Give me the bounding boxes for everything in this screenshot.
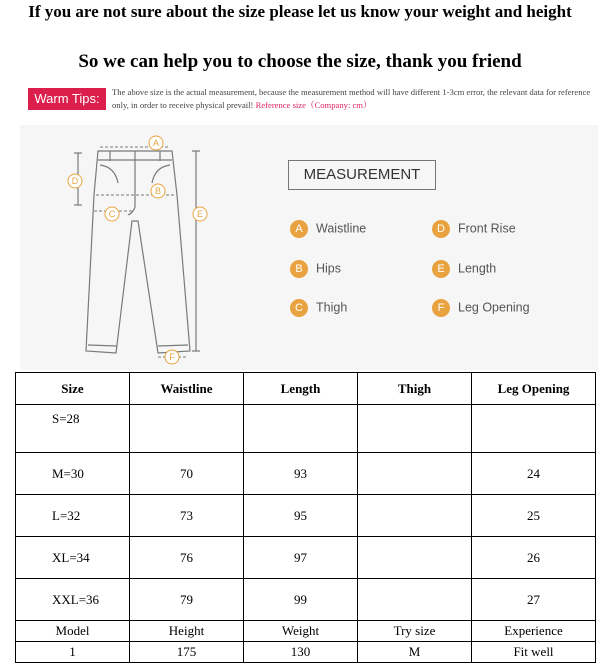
cell-length: [244, 405, 358, 453]
table-header-row: [16, 373, 596, 405]
header-model: Model: [16, 621, 130, 642]
marker-c: [105, 207, 119, 221]
cell-waistline: 76: [130, 537, 244, 579]
cell-length: 99: [244, 579, 358, 621]
cell-thigh: [358, 495, 472, 537]
letter-e-icon: E: [432, 260, 450, 278]
table-row: [16, 405, 596, 453]
cell-leg-opening: 24: [472, 453, 596, 495]
measurement-illustration: [20, 125, 598, 370]
cell-height: 175: [130, 642, 244, 663]
cell-thigh: [358, 453, 472, 495]
legend-item-front-rise: [432, 218, 516, 238]
table-row: [16, 579, 596, 621]
cell-length: 97: [244, 537, 358, 579]
cell-length: 95: [244, 495, 358, 537]
cell-waistline: 70: [130, 453, 244, 495]
cell-length: 93: [244, 453, 358, 495]
cell-model: 1: [16, 642, 130, 663]
headline-size-help: If you are not sure about the size please let us know your weight and height: [28, 2, 572, 21]
model-row: [16, 642, 596, 663]
letter-b-icon: B: [290, 260, 308, 278]
letter-f-icon: F: [432, 299, 450, 317]
letter-d-icon: D: [432, 220, 450, 238]
cell-waistline: 73: [130, 495, 244, 537]
cell-leg-opening: 25: [472, 495, 596, 537]
legend-item-waistline: [290, 218, 366, 238]
cell-leg-opening: [472, 405, 596, 453]
header-length: Length: [244, 373, 358, 405]
marker-a: [149, 136, 163, 150]
header-weight: Weight: [244, 621, 358, 642]
headline-thanks: So we can help you to choose the size, thank you friend: [78, 51, 522, 72]
reference-size-note: Reference size（Company: cm）: [255, 100, 372, 110]
legend-item-hips: [290, 258, 341, 278]
marker-a-label: A: [152, 138, 160, 148]
marker-e: [193, 207, 207, 221]
cell-size: M=30: [16, 453, 130, 495]
legend-item-thigh: [290, 297, 347, 317]
letter-a-icon: A: [290, 220, 308, 238]
cell-experience: Fit well: [472, 642, 596, 663]
legend-item-length: [432, 258, 496, 278]
cell-leg-opening: 27: [472, 579, 596, 621]
legend-label: Hips: [316, 261, 342, 276]
legend-label: Length: [458, 261, 497, 276]
header-experience: Experience: [472, 621, 596, 642]
marker-d: [68, 174, 82, 188]
cell-waistline: [130, 405, 244, 453]
header-leg-opening: Leg Opening: [472, 373, 596, 405]
marker-c-label: C: [108, 209, 116, 219]
legend-label: Waistline: [316, 221, 367, 236]
marker-f: [165, 350, 179, 364]
table-row: [16, 495, 596, 537]
measurement-legend-title: MEASUREMENT: [288, 160, 436, 190]
cell-size: L=32: [16, 495, 130, 537]
legend-label: Front Rise: [458, 221, 516, 236]
header-try-size: Try size: [358, 621, 472, 642]
legend-label: Leg Opening: [458, 300, 530, 315]
table-row: [16, 537, 596, 579]
model-header-row: [16, 621, 596, 642]
header-size: Size: [16, 373, 130, 405]
marker-b: [151, 184, 165, 198]
header-height: Height: [130, 621, 244, 642]
marker-b-label: B: [154, 186, 162, 196]
cell-thigh: [358, 537, 472, 579]
marker-d-label: D: [71, 176, 79, 186]
cell-try-size: M: [358, 642, 472, 663]
cell-weight: 130: [244, 642, 358, 663]
cell-leg-opening: 26: [472, 537, 596, 579]
header-waistline: Waistline: [130, 373, 244, 405]
cell-size: S=28: [16, 405, 130, 453]
cell-thigh: [358, 579, 472, 621]
cell-size: XXL=36: [16, 579, 130, 621]
cell-thigh: [358, 405, 472, 453]
size-chart-table: [15, 372, 596, 663]
table-row: [16, 453, 596, 495]
header-thigh: Thigh: [358, 373, 472, 405]
letter-c-icon: C: [290, 299, 308, 317]
cell-waistline: 79: [130, 579, 244, 621]
warm-tips-text: [112, 86, 602, 112]
marker-f-label: F: [169, 352, 175, 362]
warm-tips-badge: Warm Tips:: [28, 88, 106, 110]
legend-item-leg-opening: [432, 297, 530, 317]
warm-tips: [28, 86, 598, 114]
warm-tips-body: The above size is the actual measurement, because the measurement method will have different 1-3cm error, the relevant data for reference only, in order to receive physical prevail!: [112, 87, 591, 110]
legend-label: Thigh: [316, 300, 348, 315]
cell-size: XL=34: [16, 537, 130, 579]
marker-e-label: E: [196, 209, 204, 219]
